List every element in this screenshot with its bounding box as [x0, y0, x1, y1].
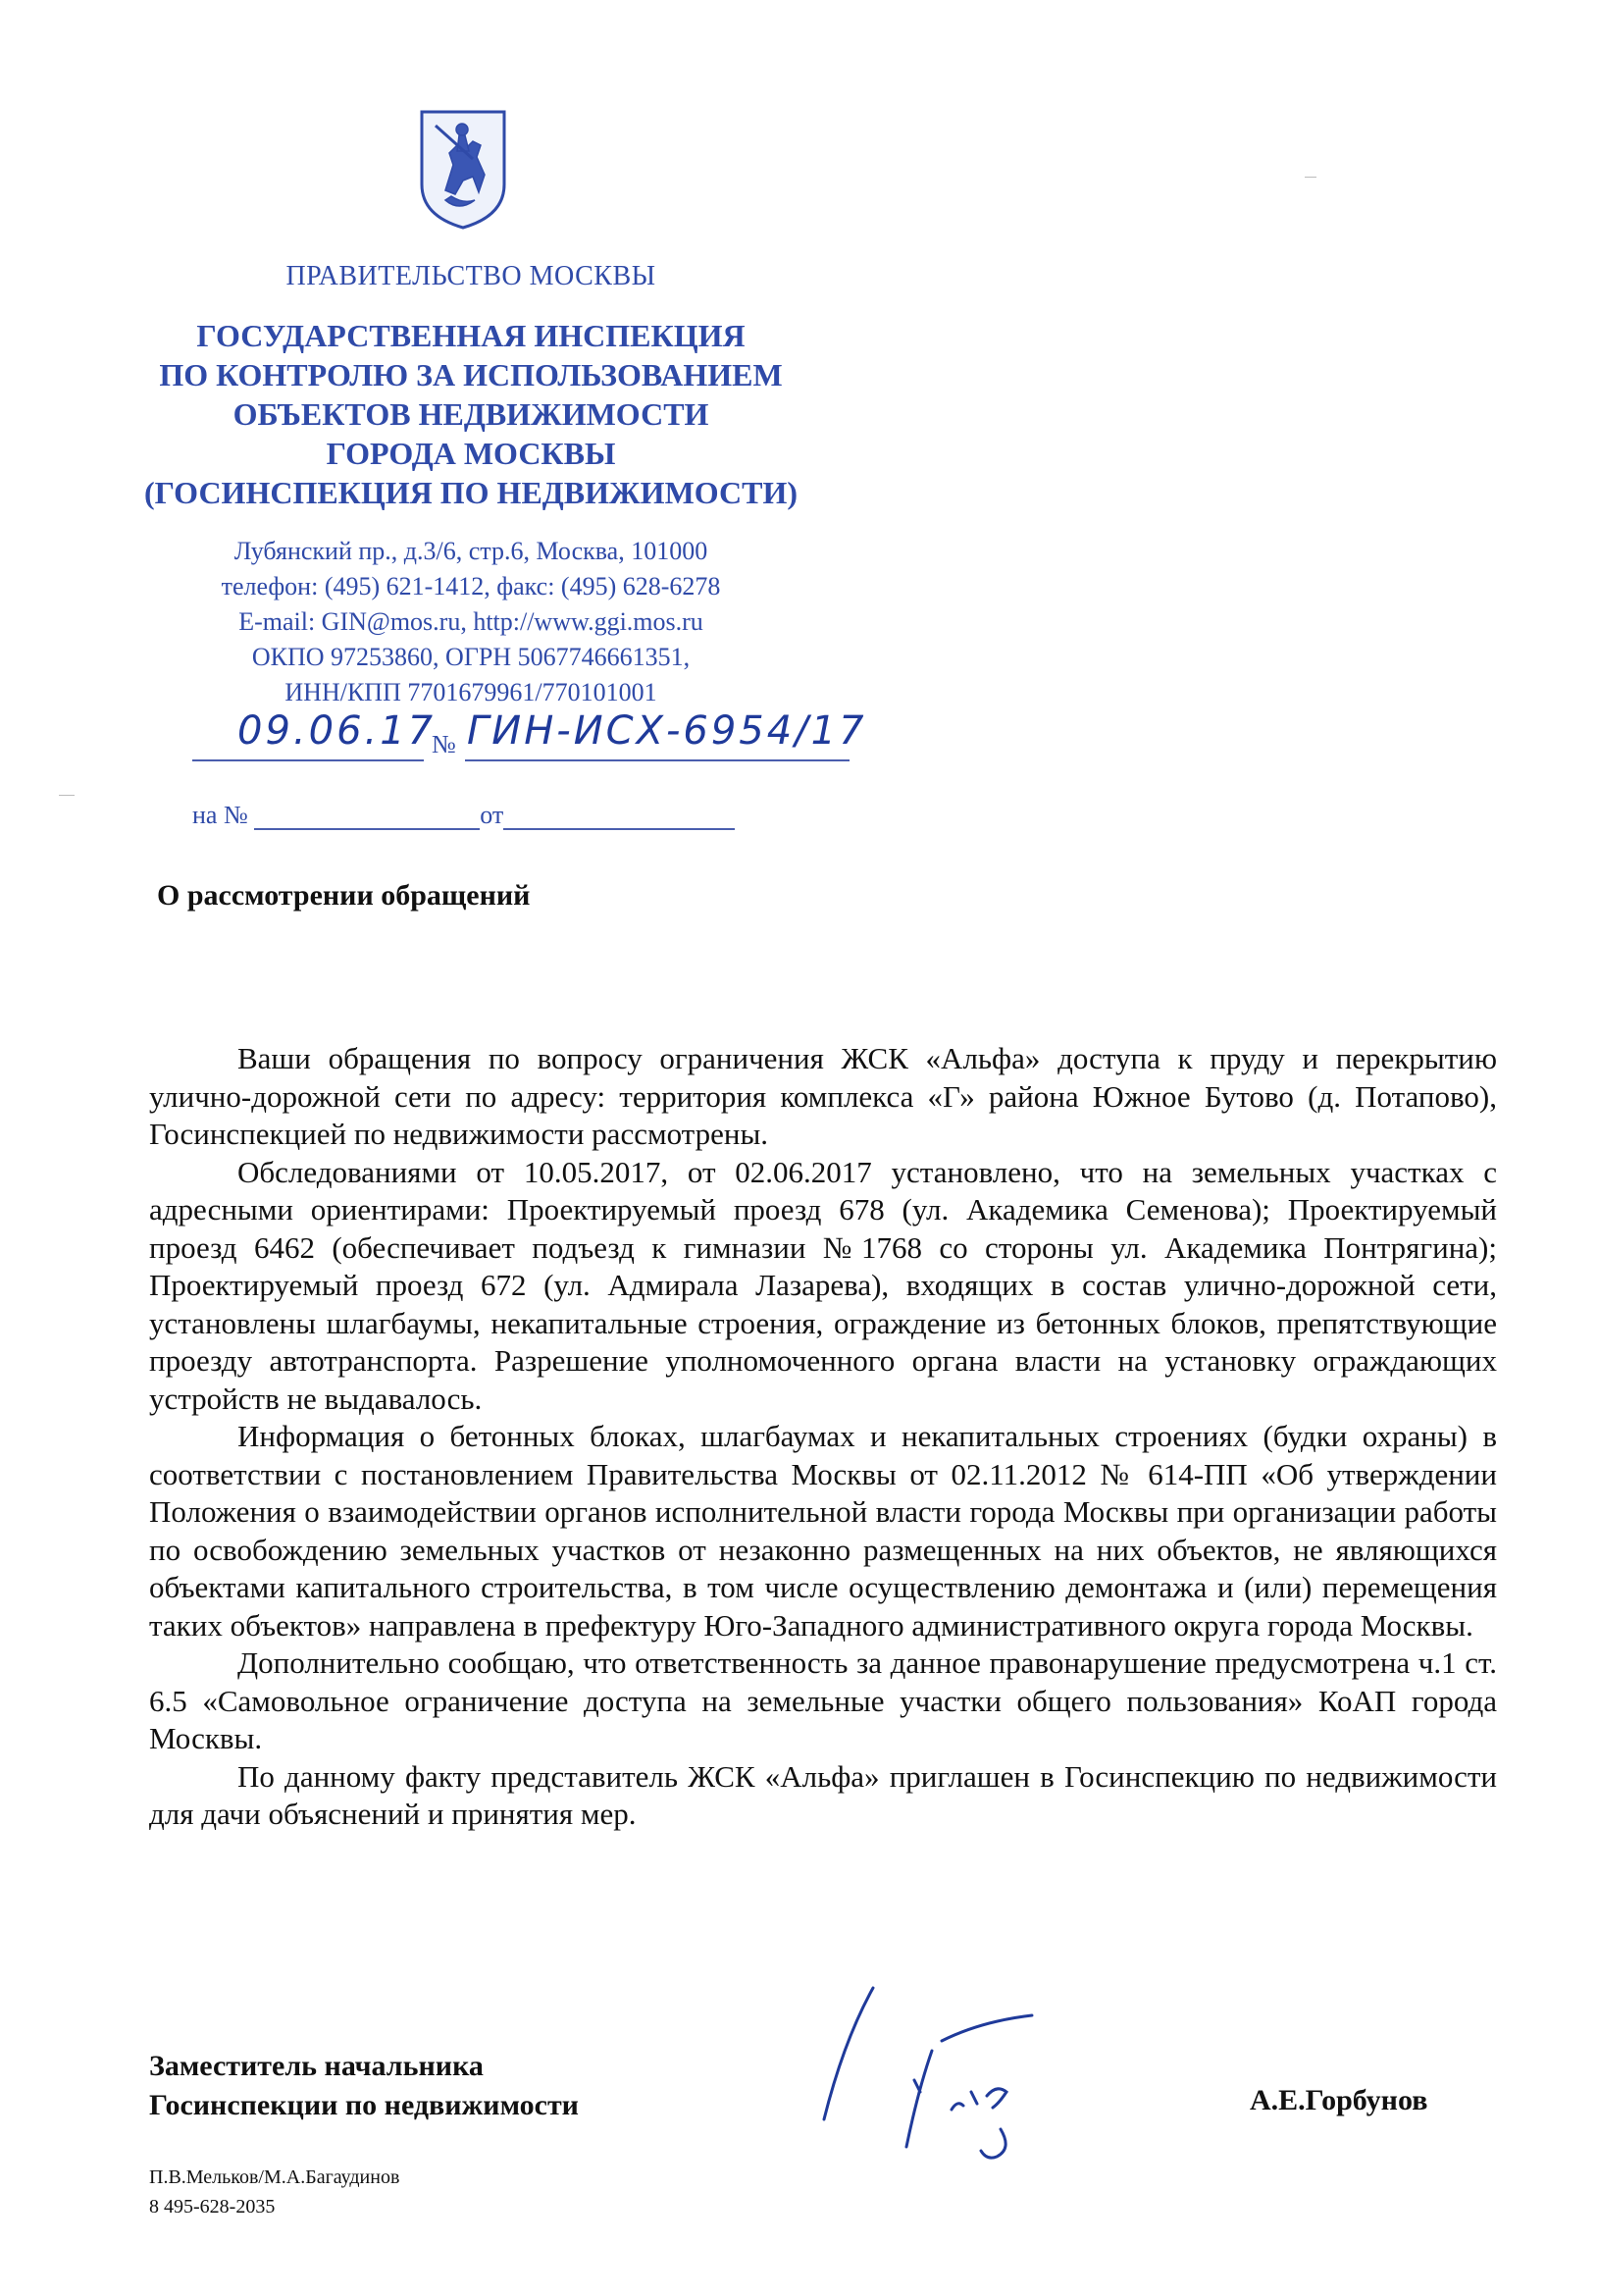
scan-mark — [1305, 177, 1316, 178]
number-underline — [465, 759, 850, 761]
body-paragraph: Информация о бетонных блоках, шлагбаумах и некапитальных строениях (будки охраны) в соответствии с постановлением Правительства Москвы от 02.11.2012 № 614-ПП «Об утверждении Положения о взаимодействии органов исполнительной власти города Москвы при организации работы по освобождению земельных участков от незаконно размещенных на них объектов, не являющихся объектами капитального строительства, в том числе осуществлению демонтажа и (или) перемещения таких объектов» направлена в префектуру Юго-Западного административного округа города Москвы. — [149, 1419, 1497, 1643]
body-paragraph: По данному факту представитель ЖСК «Альфа» приглашен в Госинспекцию по недвижимости для дачи объяснений и принятия мер. — [149, 1758, 1497, 1831]
email-web-line: E-mail: GIN@mos.ru, http://www.ggi.mos.ru — [238, 607, 703, 636]
contact-details — [0, 534, 942, 710]
organization-line: ОБЪЕКТОВ НЕДВИЖИМОСТИ — [232, 396, 709, 432]
signatory-title — [149, 2047, 579, 2125]
handwritten-signature — [804, 1982, 1099, 2168]
scan-mark — [59, 795, 75, 796]
moscow-coat-of-arms-icon — [416, 106, 510, 232]
phone-fax-line: телефон: (495) 621-1412, факс: (495) 628-6278 — [221, 572, 721, 600]
date-underline — [192, 759, 424, 761]
organization-name — [0, 316, 942, 512]
reference-line — [192, 801, 735, 830]
letter-subject: О рассмотрении обращений — [157, 879, 531, 912]
registration-date: 09.06.17 — [237, 708, 437, 754]
body-paragraph: Дополнительно сообщаю, что ответственность за данное правонарушение предусмотрена ч.1 ст. 6.5 «Самовольное ограничение доступа на земельные участки общего пользования» КоАП города Москвы. — [149, 1645, 1497, 1755]
reference-number-blank — [254, 805, 480, 830]
signatory-title-line: Заместитель начальника — [149, 2050, 484, 2082]
inn-kpp-line: ИНН/КПП 7701679961/770101001 — [284, 678, 657, 706]
signatory-title-line: Госинспекции по недвижимости — [149, 2089, 579, 2121]
executor-phone: 8 495-628-2035 — [149, 2196, 276, 2218]
okpo-ogrn-line: ОКПО 97253860, ОГРН 5067746661351, — [251, 643, 691, 671]
executor-info — [149, 2163, 399, 2221]
organization-line: ГОРОДА МОСКВЫ — [326, 436, 616, 471]
reference-prefix: на № — [192, 801, 248, 829]
letter-body — [149, 1040, 1497, 1834]
reference-date-blank — [503, 805, 735, 830]
reference-from: от — [480, 801, 504, 829]
organization-line: (ГОСИНСПЕКЦИЯ ПО НЕДВИЖИМОСТИ) — [143, 475, 799, 510]
number-sign: № — [432, 730, 456, 758]
organization-line: ПО КОНТРОЛЮ ЗА ИСПОЛЬЗОВАНИЕМ — [159, 357, 783, 392]
signatory-name: А.Е.Горбунов — [1250, 2084, 1428, 2116]
registration-number: ГИН-ИСХ-6954/17 — [467, 708, 867, 754]
registration-line — [192, 708, 879, 767]
body-paragraph: Обследованиями от 10.05.2017, от 02.06.2017 установлено, что на земельных участках с адресными ориентирами: Проектируемый проезд 678 (ул. Академика Семенова); Проектируемый проезд 6462 (обеспечивает подъезд к гимназии №1768 со стороны ул. Академика Понтрягина); Проектируемый проезд 672 (ул. Адмирала Лазарева), входящих в состав улично-дорожной сети, установлены шлагбаумы, некапитальные строения, ограждение из бетонных блоков, препятствующие проезду автотранспорта. Разрешение уполномоченного органа власти на установку ограждающих устройств не выдавалось. — [149, 1154, 1497, 1416]
government-title: ПРАВИТЕЛЬСТВО МОСКВЫ — [285, 261, 656, 291]
address-line: Лубянский пр., д.3/6, стр.6, Москва, 101000 — [233, 537, 708, 565]
executor-names: П.В.Мельков/М.А.Багаудинов — [149, 2166, 400, 2188]
body-paragraph: Ваши обращения по вопросу ограничения ЖСК «Альфа» доступа к пруду и перекрытию улично-дорожной сети по адресу: территория комплекса «Г» района Южное Бутово (д. Потапово), Госинспекцией по недвижимости рассмотрены. — [149, 1041, 1497, 1151]
organization-line: ГОСУДАРСТВЕННАЯ ИНСПЕКЦИЯ — [196, 318, 746, 353]
